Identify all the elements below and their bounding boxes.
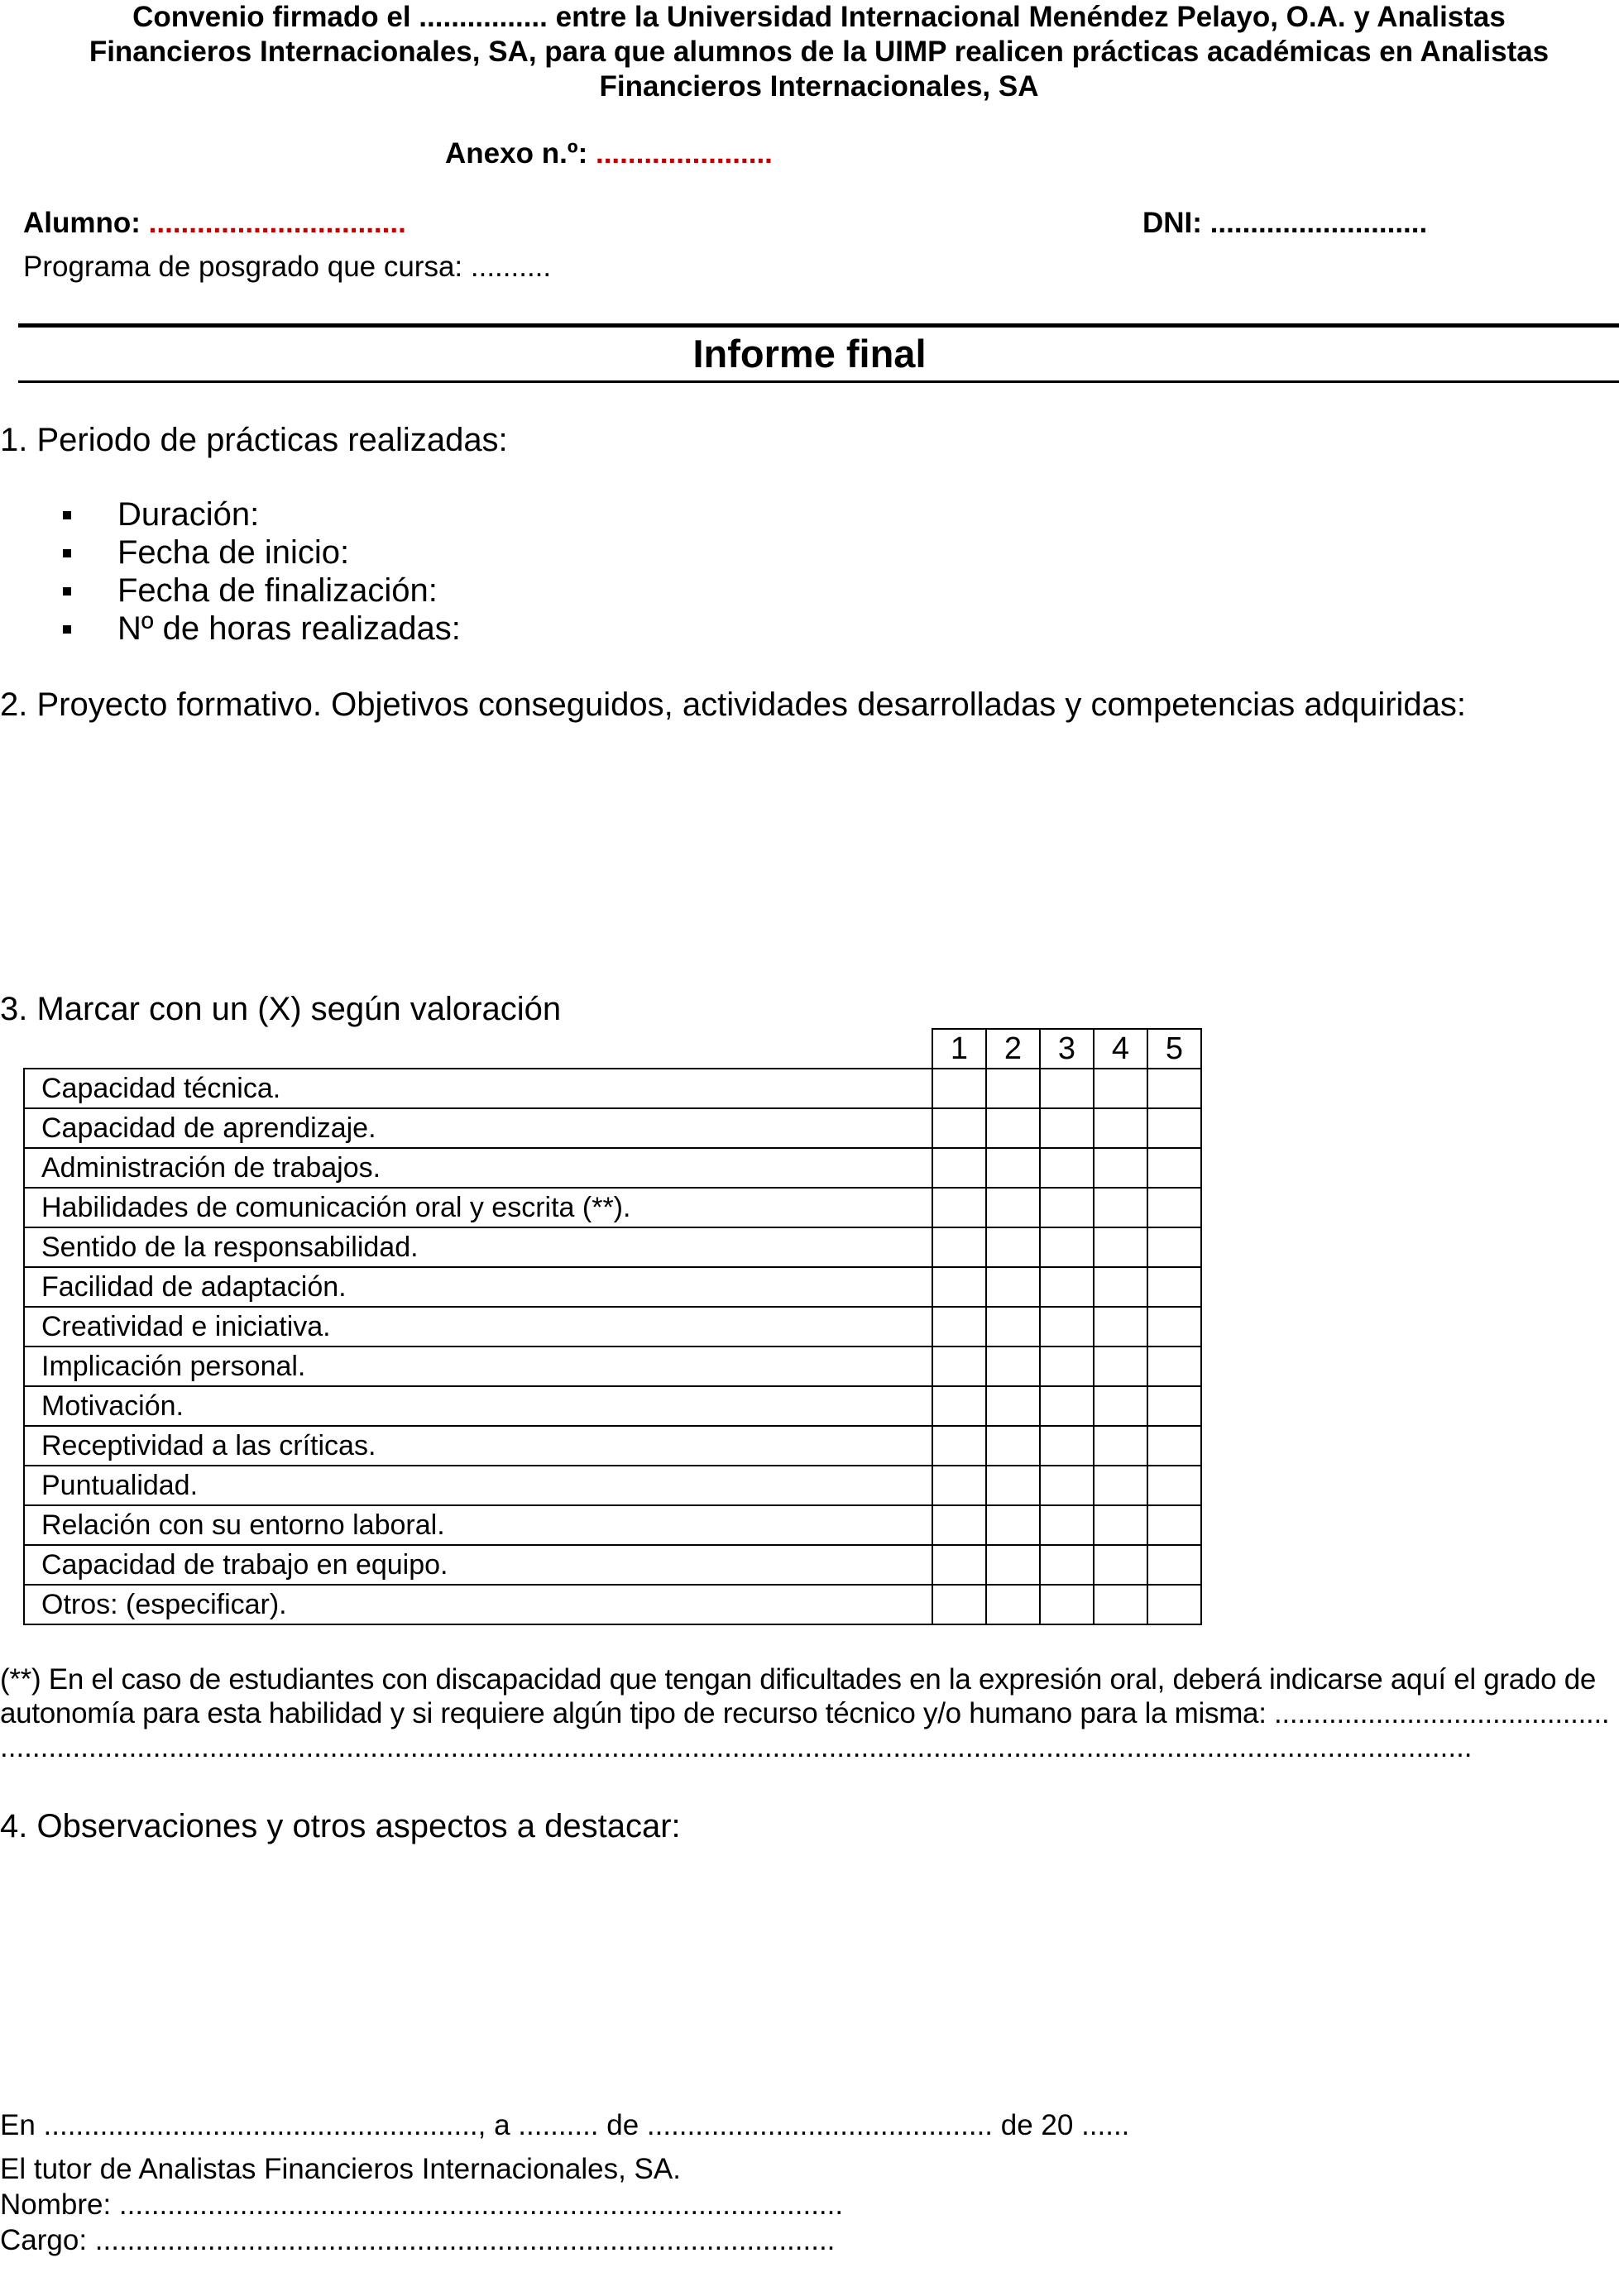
annex-label: Anexo n.º: [445,137,588,170]
rating-cell[interactable] [1094,1466,1147,1505]
criterion-label: Facilidad de adaptación. [24,1267,932,1307]
rating-cell[interactable] [932,1227,986,1267]
place-date-line[interactable]: En ......................................................, a .......... de ........................................... de 20 ...... [0,2109,1130,2141]
header-line-2: Financieros Internacionales, SA, para que alumnos de la UIMP realicen prácticas académicas en Analistas [89,36,1550,68]
rating-cell[interactable] [932,1307,986,1347]
dni-field[interactable]: ........................... [1209,207,1428,239]
rating-cell[interactable] [1147,1545,1201,1585]
annex-line [445,137,773,170]
rating-cell[interactable] [986,1069,1040,1108]
student-line [23,207,406,240]
rating-cell[interactable] [1094,1227,1147,1267]
criterion-label: Capacidad de trabajo en equipo. [24,1545,932,1585]
rating-cell[interactable] [1040,1585,1094,1624]
table-row [24,1386,1201,1426]
rating-cell[interactable] [1040,1108,1094,1148]
rating-cell[interactable] [1147,1505,1201,1545]
rating-cell[interactable] [1094,1108,1147,1148]
rating-cell[interactable] [1147,1426,1201,1466]
alumno-field[interactable]: ................................ [148,207,406,239]
table-row [24,1227,1201,1267]
rating-cell[interactable] [1040,1426,1094,1466]
program-line: Programa de posgrado que cursa: .......... [23,251,552,283]
table-row [24,1505,1201,1545]
rating-cell[interactable] [1147,1347,1201,1386]
note-line-2[interactable]: autonomía para esta habilidad y si requiere algún tipo de recurso técnico y/o humano para la misma: ........................................... [0,1697,1610,1729]
rating-cell[interactable] [986,1108,1040,1148]
duracion-item: Duración: [117,496,260,533]
rating-cell[interactable] [986,1148,1040,1188]
bullet-icon [63,587,71,596]
criterion-label: Relación con su entorno laboral. [24,1505,932,1545]
table-row [24,1267,1201,1307]
rating-cell[interactable] [932,1505,986,1545]
rating-cell[interactable] [1094,1505,1147,1545]
criterion-label: Capacidad técnica. [24,1069,932,1108]
table-row [24,1466,1201,1505]
horas-item: Nº de horas realizadas: [117,610,461,647]
scale-1-header: 1 [932,1029,986,1069]
dni-label: DNI: [1142,207,1202,239]
rating-cell[interactable] [1040,1466,1094,1505]
rating-cell[interactable] [986,1386,1040,1426]
criterion-label: Sentido de la responsabilidad. [24,1227,932,1267]
criterion-label: Puntualidad. [24,1466,932,1505]
rating-cell[interactable] [986,1347,1040,1386]
rating-cell[interactable] [932,1267,986,1307]
rating-scale-row [24,1029,1201,1069]
section4-heading: 4. Observaciones y otros aspectos a destacar: [0,1808,681,1844]
scale-5-header: 5 [1147,1029,1201,1069]
rating-cell[interactable] [986,1227,1040,1267]
criterion-label: Habilidades de comunicación oral y escrita (**). [24,1188,932,1227]
note-line-3[interactable]: ....................................................................................................................................................................................... [0,1731,1473,1763]
rating-table [23,1028,1202,1625]
rating-cell[interactable] [1040,1307,1094,1347]
rating-cell[interactable] [1094,1307,1147,1347]
rating-cell[interactable] [1147,1466,1201,1505]
rating-cell[interactable] [932,1069,986,1108]
table-row [24,1347,1201,1386]
table-row [24,1585,1201,1624]
rating-cell[interactable] [1094,1426,1147,1466]
rating-cell[interactable] [1147,1148,1201,1188]
criterion-label: Motivación. [24,1386,932,1426]
scale-4-header: 4 [1094,1029,1147,1069]
criterion-label: Implicación personal. [24,1347,932,1386]
rating-cell[interactable] [1147,1386,1201,1426]
rating-cell[interactable] [1094,1069,1147,1108]
bullet-icon [63,511,71,519]
alumno-label: Alumno: [23,207,141,239]
section1-heading: 1. Periodo de prácticas realizadas: [0,422,508,458]
cargo-line[interactable]: Cargo: ............................................................................................ [0,2224,836,2256]
rating-cell[interactable] [1147,1069,1201,1108]
rating-cell[interactable] [932,1545,986,1585]
table-row [24,1188,1201,1227]
blank-corner-cell [24,1029,932,1069]
rating-cell[interactable] [986,1466,1040,1505]
section2-heading: 2. Proyecto formativo. Objetivos conseguidos, actividades desarrolladas y competencias adquiridas: [0,686,1467,723]
rating-cell[interactable] [986,1545,1040,1585]
rating-cell[interactable] [986,1188,1040,1227]
header-line-1: Convenio firmado el ................ entre la Universidad Internacional Menéndez Pelayo, O.A. y Analistas [132,1,1506,33]
rating-cell[interactable] [1147,1227,1201,1267]
fecha-finalizacion-item: Fecha de finalización: [117,572,438,609]
rating-cell[interactable] [932,1585,986,1624]
nombre-line[interactable]: Nombre: .......................................................................................... [0,2188,844,2221]
table-row [24,1307,1201,1347]
rating-cell[interactable] [932,1386,986,1426]
rating-cell[interactable] [1147,1108,1201,1148]
rating-cell[interactable] [1147,1307,1201,1347]
criterion-label: Administración de trabajos. [24,1148,932,1188]
rating-cell[interactable] [1040,1347,1094,1386]
criterion-label: Otros: (especificar). [24,1585,932,1624]
rating-cell[interactable] [1040,1505,1094,1545]
scale-3-header: 3 [1040,1029,1094,1069]
bullet-icon [63,549,71,557]
section3-heading: 3. Marcar con un (X) según valoración [0,991,562,1027]
table-row [24,1108,1201,1148]
criterion-label: Capacidad de aprendizaje. [24,1108,932,1148]
criterion-label: Creatividad e iniciativa. [24,1307,932,1347]
rating-cell[interactable] [932,1108,986,1148]
rating-cell[interactable] [1094,1148,1147,1188]
rating-cell[interactable] [1094,1347,1147,1386]
page-title: Informe final [692,332,927,375]
rating-cell[interactable] [932,1426,986,1466]
rating-cell[interactable] [1040,1545,1094,1585]
rating-cell[interactable] [932,1347,986,1386]
criterion-label: Receptividad a las críticas. [24,1426,932,1466]
rating-cell[interactable] [1147,1585,1201,1624]
title-bottom-rule [18,380,1619,383]
table-row [24,1545,1201,1585]
disability-note [0,1662,1619,1764]
rating-cell[interactable] [1040,1069,1094,1108]
rating-cell[interactable] [932,1188,986,1227]
rating-cell[interactable] [1040,1267,1094,1307]
rating-cell[interactable] [932,1466,986,1505]
fecha-inicio-item: Fecha de inicio: [117,534,350,571]
rating-cell[interactable] [986,1307,1040,1347]
rating-cell[interactable] [1147,1267,1201,1307]
header-line-3: Financieros Internacionales, SA [599,70,1039,103]
annex-number-field[interactable]: ...................... [595,137,773,170]
rating-cell[interactable] [932,1148,986,1188]
table-row [24,1069,1201,1108]
dni-line [1142,207,1427,240]
rating-cell[interactable] [1094,1188,1147,1227]
scale-2-header: 2 [986,1029,1040,1069]
rating-cell[interactable] [1040,1386,1094,1426]
rating-cell[interactable] [1040,1227,1094,1267]
rating-cell[interactable] [986,1585,1040,1624]
agreement-header [33,0,1605,104]
table-row [24,1426,1201,1466]
note-line-1: (**) En el caso de estudiantes con discapacidad que tengan dificultades en la expresión oral, deberá indicarse aquí el grado de [0,1663,1597,1696]
rating-cell[interactable] [1094,1585,1147,1624]
rating-cell[interactable] [1094,1267,1147,1307]
rating-cell[interactable] [986,1505,1040,1545]
title-top-rule [18,323,1619,328]
rating-cell[interactable] [1040,1188,1094,1227]
rating-cell[interactable] [1147,1188,1201,1227]
rating-cell[interactable] [1040,1148,1094,1188]
rating-cell[interactable] [986,1267,1040,1307]
rating-cell[interactable] [986,1426,1040,1466]
tutor-line: El tutor de Analistas Financieros Internacionales, SA. [0,2153,681,2185]
bullet-icon [63,625,71,634]
rating-cell[interactable] [1094,1386,1147,1426]
rating-cell[interactable] [1094,1545,1147,1585]
table-row [24,1148,1201,1188]
